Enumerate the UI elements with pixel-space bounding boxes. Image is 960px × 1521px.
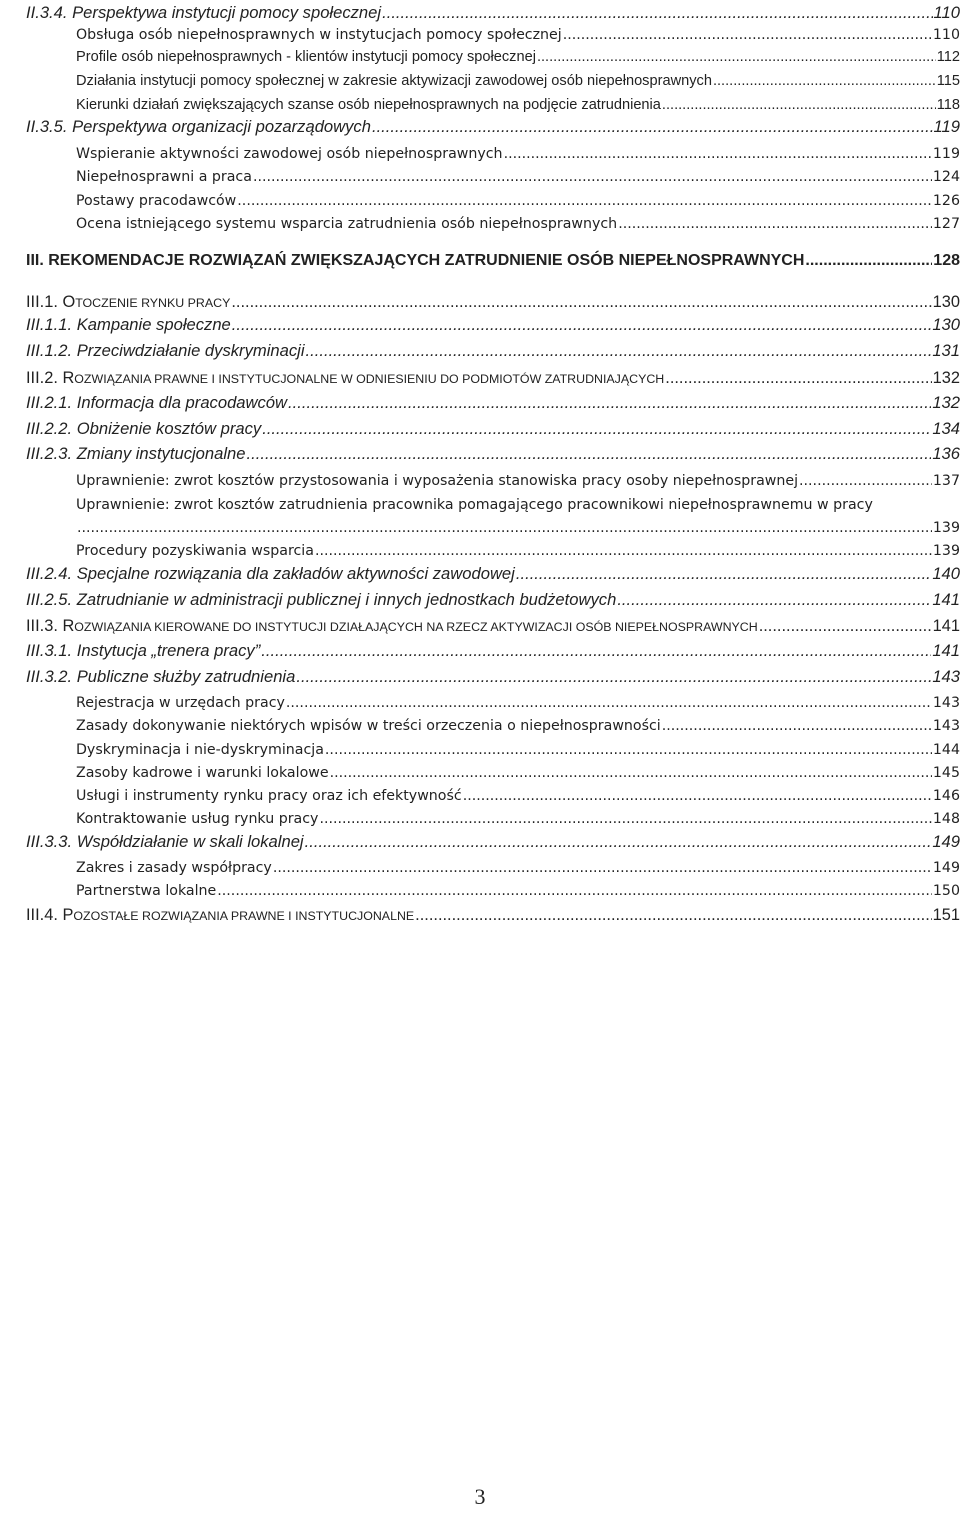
toc-entry-title: III.2.3. Zmiany instytucjonalne (26, 444, 246, 464)
dot-leader (759, 618, 932, 634)
toc-entry[interactable] (26, 713, 960, 733)
toc-entry-title: II.3.4. Perspektywa instytucji pomocy społecznej (26, 3, 382, 23)
toc-entry[interactable] (26, 45, 960, 65)
dot-leader (516, 566, 931, 583)
dot-leader (665, 370, 931, 386)
toc-entry-title: III.2.4. Specjalne rozwiązania dla zakładów aktywności zawodowej (26, 564, 515, 584)
toc-entry-page: 145 (932, 764, 960, 781)
toc-entry-page: 115 (936, 73, 960, 90)
toc-entry[interactable] (26, 878, 960, 898)
toc-entry-page: 137 (932, 472, 960, 489)
toc-entry-page: 110 (932, 26, 960, 43)
toc-entry-page: 140 (932, 564, 960, 584)
toc-entry-title: III.3. ROZWIĄZANIA KIEROWANE DO INSTYTUCJI DZIAŁAJĄCYCH NA RZECZ AKTYWIZACJI OSÓB NIEPEŁNOSPRAWNYCH (26, 616, 758, 635)
toc-entry-part[interactable] (26, 247, 960, 269)
toc-entry[interactable] (26, 855, 960, 875)
toc-entry-page: 118 (936, 97, 960, 114)
toc-entry-title: III.2.1. Informacja dla pracodawców (26, 393, 288, 413)
toc-entry-title: III.4. POZOSTAŁE ROZWIĄZANIA PRAWNE I INSTYTUCJONALNE (26, 905, 415, 924)
toc-entry[interactable] (26, 390, 960, 412)
toc-entry-title: III.2.5. Zatrudnianie w administracji publicznej i innych jednostkach budżetowych (26, 590, 617, 610)
dot-leader (306, 343, 932, 360)
toc-entry-title: Zasoby kadrowe i warunki lokalowe (76, 764, 329, 781)
toc-entry-title: II.3.5. Perspektywa organizacji pozarządowych (26, 117, 371, 137)
toc-entry-page: 136 (932, 444, 960, 464)
toc-entry-title: Postawy pracodawców (76, 192, 237, 209)
dot-leader (305, 834, 932, 851)
toc-entry-title: Ocena istniejącego systemu wsparcia zatrudnienia osób niepełnosprawnych (76, 215, 618, 232)
toc-entry-title: Niepełnosprawni a praca (76, 168, 252, 185)
toc-entry-title: III.1.2. Przeciwdziałanie dyskryminacji (26, 341, 305, 361)
toc-entry[interactable] (26, 587, 960, 609)
dot-leader (415, 907, 931, 923)
dot-leader (262, 421, 931, 438)
dot-leader (286, 696, 932, 710)
toc-entry[interactable] (26, 312, 960, 334)
toc-entry-title: III.1.1. Kampanie społeczne (26, 315, 231, 335)
toc-entry-page: 112 (936, 49, 960, 66)
toc-entry[interactable] (26, 468, 960, 488)
toc-entry-page: 131 (932, 341, 960, 361)
dot-leader (330, 766, 932, 780)
toc-entry-title: Uprawnienie: zwrot kosztów przystosowania i wyposażenia stanowiska pracy osoby niepełnosprawnej (76, 472, 799, 489)
toc-entry-title: III.3.2. Publiczne służby zatrudnienia (26, 667, 296, 687)
toc-entry-chapter[interactable] (26, 612, 960, 634)
toc-entry[interactable] (26, 783, 960, 803)
toc-entry-page: 119 (933, 117, 960, 137)
toc-entry-page: 127 (932, 215, 960, 232)
toc-entry-page: 144 (932, 741, 960, 758)
toc-entry-page: 139 (932, 519, 960, 536)
toc-entry-page: 148 (932, 810, 960, 827)
toc-entry-title: Rejestracja w urzędach pracy (76, 694, 285, 711)
toc-entry[interactable] (26, 829, 960, 851)
toc-entry[interactable] (26, 690, 960, 710)
dot-leader (713, 74, 936, 89)
toc-entry[interactable] (26, 492, 960, 512)
toc-entry-chapter[interactable] (26, 288, 960, 310)
dot-leader (382, 5, 932, 22)
toc-entry[interactable] (26, 416, 960, 438)
dot-leader (217, 884, 932, 898)
toc-entry[interactable] (26, 93, 960, 113)
dot-leader (261, 643, 931, 660)
toc-entry-title: III.2.2. Obniżenie kosztów pracy (26, 419, 262, 439)
dot-leader (662, 98, 936, 113)
dot-leader (662, 719, 932, 733)
dot-leader (537, 50, 936, 65)
toc-entry-page: 110 (933, 3, 960, 23)
toc-entry-title: Obsługa osób niepełnosprawnych w instytucjach pomocy społecznej (76, 26, 562, 43)
toc-entry-page: 141 (932, 590, 960, 610)
toc-entry[interactable] (26, 69, 960, 89)
toc-entry[interactable] (26, 114, 960, 136)
toc-entry-page: 134 (932, 419, 960, 439)
toc-entry-chapter[interactable] (26, 901, 960, 923)
toc-entry[interactable] (26, 22, 960, 42)
dot-leader (799, 474, 932, 488)
toc-entry-title: III.3.1. Instytucja „trenera pracy” (26, 641, 261, 661)
toc-entry-page: 124 (932, 168, 960, 185)
dot-leader (231, 294, 931, 310)
toc-entry[interactable] (26, 188, 960, 208)
toc-entry[interactable] (26, 561, 960, 583)
toc-entry-page: 143 (932, 694, 960, 711)
dot-leader (288, 395, 931, 412)
toc-entry-title: Partnerstwa lokalne (76, 882, 217, 899)
dot-leader (296, 669, 931, 686)
toc-entry[interactable] (26, 538, 960, 558)
toc-entry-title: Wspieranie aktywności zawodowej osób niepełnosprawnych (76, 145, 503, 162)
toc-entry[interactable] (26, 211, 960, 231)
toc-entry-page: 149 (932, 832, 960, 852)
dot-leader (315, 544, 932, 558)
toc-entry-chapter[interactable] (26, 364, 960, 386)
toc-entry-page: 151 (932, 905, 960, 924)
toc-entry-page: 119 (932, 145, 960, 162)
toc-entry-title: Kierunki działań zwiększających szanse osób niepełnosprawnych na podjęcie zatrudnienia (76, 97, 661, 114)
dot-leader (237, 194, 932, 208)
dot-leader (253, 170, 932, 184)
toc-entry-page: 149 (932, 859, 960, 876)
dot-leader (617, 592, 931, 609)
toc-entry[interactable] (26, 338, 960, 360)
page-number: 3 (474, 1484, 486, 1509)
dot-leader (805, 253, 932, 269)
toc-entry-page: 128 (933, 252, 960, 269)
toc-entry-title: Uprawnienie: zwrot kosztów zatrudnienia pracownika pomagającego pracownikowi niepełnosprawnemu w pracy (76, 496, 873, 513)
dot-leader (273, 861, 932, 875)
toc-entry[interactable] (26, 164, 960, 184)
toc-entry-title: Profile osób niepełnosprawnych - klientów instytucji pomocy społecznej (76, 49, 536, 66)
toc-entry[interactable] (26, 141, 960, 161)
toc-entry-page: 130 (932, 315, 960, 335)
dot-leader (247, 446, 932, 463)
toc-entry-page: 141 (932, 641, 960, 661)
toc-entry-title: III.1. OTOCZENIE RYNKU PRACY (26, 292, 231, 311)
toc-entry-page: 143 (932, 717, 960, 734)
dot-leader (325, 743, 932, 757)
toc-entry-page: 150 (932, 882, 960, 899)
toc-entry-title: III.3.3. Współdziałanie w skali lokalnej (26, 832, 304, 852)
dot-leader (504, 147, 932, 161)
toc-entry-title: Dyskryminacja i nie-dyskryminacja (76, 741, 324, 758)
toc-entry-title: Kontraktowanie usług rynku pracy (76, 810, 319, 827)
toc-entry-page: 143 (932, 667, 960, 687)
toc-entry[interactable] (26, 0, 960, 22)
toc-entry[interactable] (26, 806, 960, 826)
toc-entry-page: 132 (932, 393, 960, 413)
toc-entry-title: Procedury pozyskiwania wsparcia (76, 542, 314, 559)
toc-entry-page: 126 (932, 192, 960, 209)
dot-leader (77, 521, 932, 535)
toc-entry[interactable] (26, 737, 960, 757)
toc-entry-title: Usługi i instrumenty rynku pracy oraz ich efektywność (76, 787, 462, 804)
toc-entry[interactable] (26, 441, 960, 463)
dot-leader (463, 789, 932, 803)
toc-entry-page: 141 (932, 616, 960, 635)
toc-entry-title: Zakres i zasady współpracy (76, 859, 272, 876)
toc-entry-title: III. REKOMENDACJE ROZWIĄZAŃ ZWIĘKSZAJĄCYCH ZATRUDNIENIE OSÓB NIEPEŁNOSPRAWNYCH (26, 252, 805, 269)
toc-entry-page: 139 (932, 542, 960, 559)
toc-entry-page: 132 (932, 368, 960, 387)
toc-entry[interactable] (26, 638, 960, 660)
toc-entry[interactable] (26, 760, 960, 780)
toc-entry-page: 130 (932, 292, 960, 311)
dot-leader (232, 317, 932, 334)
toc-entry-title: III.2. ROZWIĄZANIA PRAWNE I INSTYTUCJONALNE W ODNIESIENIU DO PODMIOTÓW ZATRUDNIAJĄCYCH (26, 368, 665, 387)
dot-leader (618, 217, 932, 231)
toc-entry-title: Działania instytucji pomocy społecznej w zakresie aktywizacji zawodowej osób niepełnosprawnych (76, 73, 712, 90)
toc-entry-page: 146 (932, 787, 960, 804)
dot-leader (372, 119, 933, 136)
dot-leader (319, 812, 931, 826)
dot-leader (563, 28, 932, 42)
toc-entry[interactable] (26, 664, 960, 686)
toc-entry-continuation[interactable] (26, 515, 960, 535)
toc-entry-title: Zasady dokonywanie niektórych wpisów w treści orzeczenia o niepełnosprawności (76, 717, 661, 734)
